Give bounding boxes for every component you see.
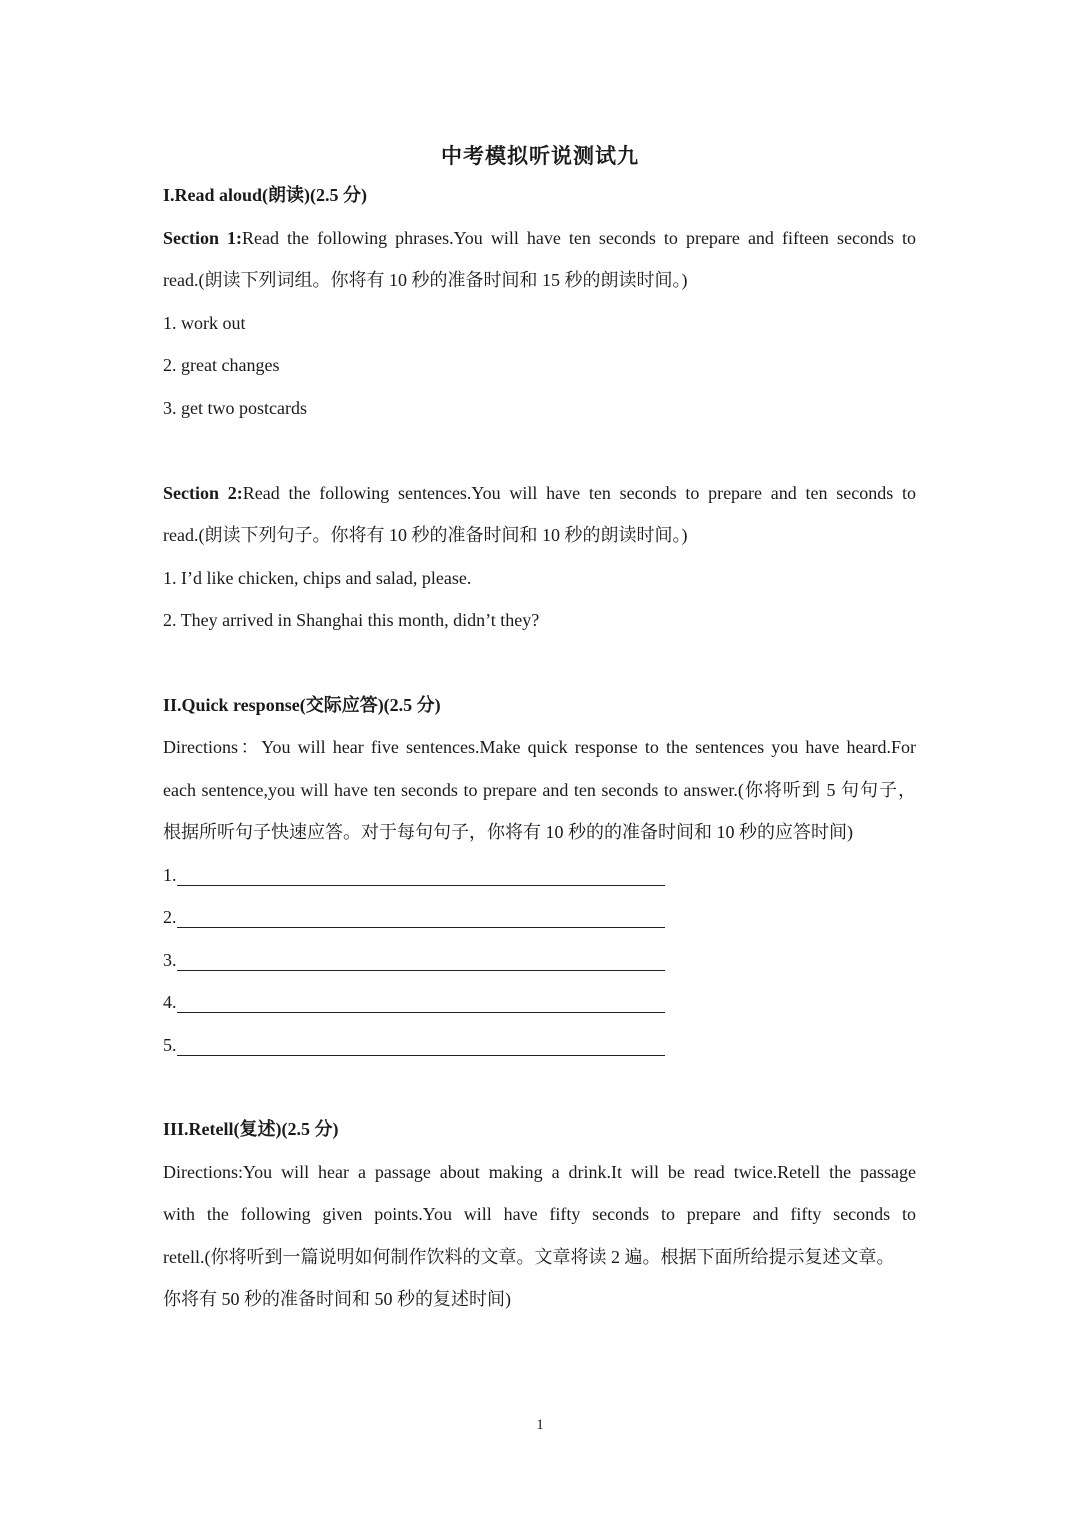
part3-directions-line4: 你将有 50 秒的准备时间和 50 秒的复述时间) bbox=[163, 1289, 511, 1309]
section1-instruction-line2: read.(朗读下列词组。你将有 10 秒的准备时间和 15 秒的朗读时间。) bbox=[163, 270, 688, 290]
blank-underline bbox=[177, 1012, 665, 1013]
blank-number: 5. bbox=[163, 1035, 177, 1055]
part3-heading: III.Retell(复述)(2.5 分) bbox=[163, 1119, 339, 1139]
part1-heading: I.Read aloud(朗读)(2.5 分) bbox=[163, 185, 368, 205]
section2-instruction-line2: read.(朗读下列句子。你将有 10 秒的准备时间和 10 秒的朗读时间。) bbox=[163, 525, 688, 545]
page-number: 1 bbox=[536, 1417, 544, 1433]
part2-directions-line2: each sentence,you will have ten seconds to prepare and ten seconds to answer.(你将听到 5 句句子， bbox=[163, 780, 916, 800]
section1-text-line1: Read the following phrases.You will have ten seconds to prepare and fifteen seconds to bbox=[242, 228, 916, 248]
part2-directions-line3: 根据所听句子快速应答。对于每句句子，你将有 10 秒的的准备时间和 10 秒的应答时间) bbox=[163, 822, 853, 842]
part3-directions-line1: Directions:You will hear a passage about making a drink.It will be read twice.Retell the passage bbox=[163, 1162, 916, 1182]
blank-underline bbox=[177, 885, 665, 886]
section2-item-1: 1. I’d like chicken, chips and salad, please. bbox=[163, 568, 472, 588]
section1-item-3: 3. get two postcards bbox=[163, 398, 307, 418]
page-title: 中考模拟听说测试九 bbox=[441, 144, 639, 168]
part3-directions-line2: with the following given points.You will have fifty seconds to prepare and fifty seconds to bbox=[163, 1204, 916, 1224]
section2-item-2: 2. They arrived in Shanghai this month, didn’t they? bbox=[163, 610, 540, 630]
blank-number: 3. bbox=[163, 950, 177, 970]
part2-heading: II.Quick response(交际应答)(2.5 分) bbox=[163, 695, 441, 715]
blank-number: 2. bbox=[163, 907, 177, 927]
answer-blank-3[interactable] bbox=[163, 948, 665, 972]
section1-item-2: 2. great changes bbox=[163, 355, 280, 375]
section2-text-line1: Read the following sentences.You will have ten seconds to prepare and ten seconds to bbox=[242, 483, 916, 503]
section1-item-1: 1. work out bbox=[163, 313, 246, 333]
answer-blank-2[interactable] bbox=[163, 905, 665, 929]
answer-blank-4[interactable] bbox=[163, 990, 665, 1014]
part2-directions-line1: Directions：You will hear five sentences.Make quick response to the sentences you have heard.For bbox=[163, 737, 916, 757]
blank-underline bbox=[177, 970, 665, 971]
answer-blank-1[interactable] bbox=[163, 863, 665, 887]
blank-number: 4. bbox=[163, 992, 177, 1012]
blank-underline bbox=[177, 927, 665, 928]
blank-number: 1. bbox=[163, 865, 177, 885]
answer-blank-5[interactable] bbox=[163, 1033, 665, 1057]
section2-instruction-line1 bbox=[163, 481, 916, 505]
section1-instruction-line1 bbox=[163, 226, 916, 250]
section2-label: Section 2: bbox=[163, 483, 243, 503]
blank-underline bbox=[177, 1055, 665, 1056]
section1-label: Section 1: bbox=[163, 228, 243, 248]
part3-directions-line3: retell.(你将听到一篇说明如何制作饮料的文章。文章将读 2 遍。根据下面所给提示复述文章。 bbox=[163, 1247, 895, 1267]
